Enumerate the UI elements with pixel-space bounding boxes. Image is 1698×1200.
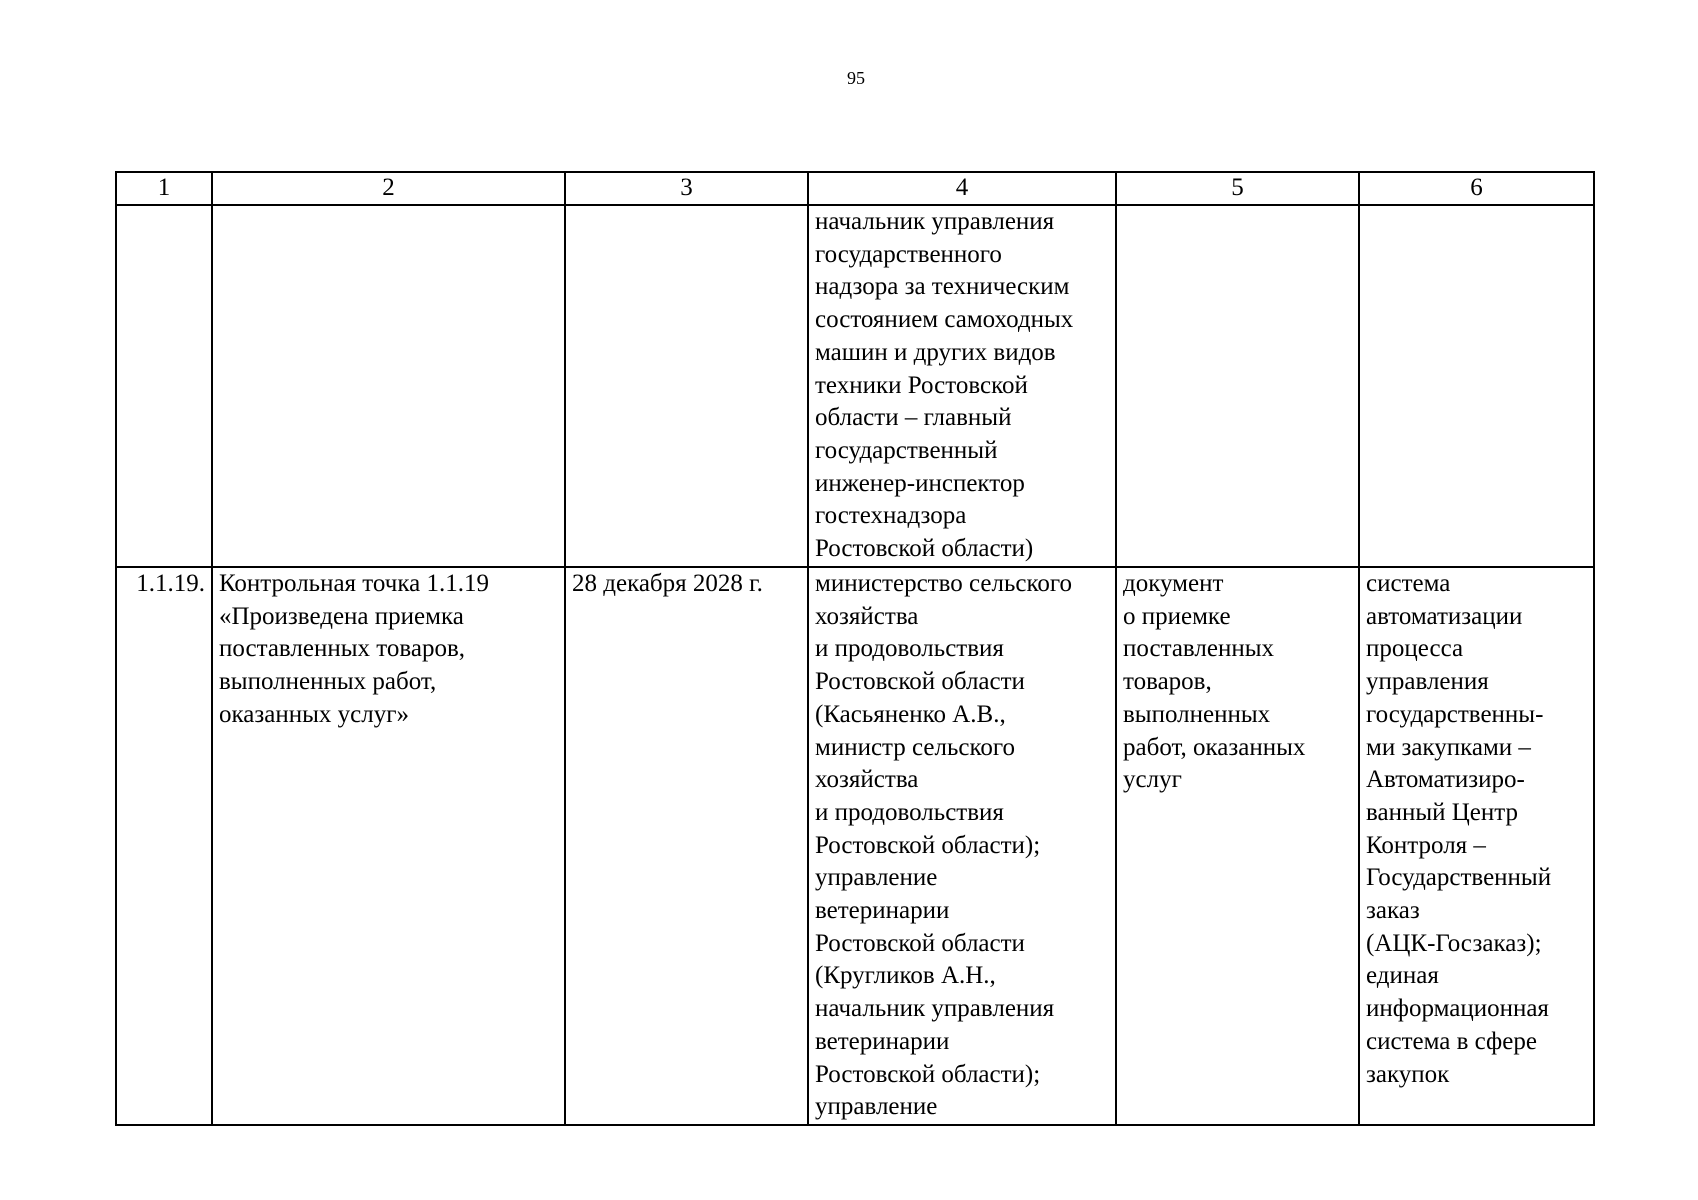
plan-table [115,171,1595,1126]
responsible-cell: министерство сельского хозяйства и продовольствия Ростовской области (Касьяненко А.В., министр сельского хозяйства и продовольствия Ростовской области); управление ветеринарии Ростовской области (Кругликов А.Н., начальник управления ветеринарии Ростовской области); управление [808,567,1116,1125]
row-number-cell [116,205,212,567]
document-cell: документ о приемке поставленных товаров, выполненных работ, оказанных услуг [1116,567,1359,1125]
row-number-cell: 1.1.19. [116,567,212,1125]
event-name-cell: Контрольная точка 1.1.19 «Произведена приемка поставленных товаров, выполненных работ, оказанных услуг» [212,567,565,1125]
system-cell [1359,205,1594,567]
date-cell: 28 декабря 2028 г. [565,567,808,1125]
header-cell-4: 4 [808,172,1116,205]
header-cell-1: 1 [116,172,212,205]
event-name-cell [212,205,565,567]
table-row [116,567,1594,1125]
table-row [116,205,1594,567]
header-cell-6: 6 [1359,172,1594,205]
header-cell-2: 2 [212,172,565,205]
page-number: 95 [847,68,865,88]
header-cell-3: 3 [565,172,808,205]
date-cell [565,205,808,567]
table-header-row [116,172,1594,205]
responsible-cell: начальник управления государственного надзора за техническим состоянием самоходных машин и других видов техники Ростовской области – главный государственный инженер-инспектор гостехнадзора Ростовской области) [808,205,1116,567]
header-cell-5: 5 [1116,172,1359,205]
document-cell [1116,205,1359,567]
system-cell: система автоматизации процесса управления государственны- ми закупками – Автоматизиро- ванный Центр Контроля – Государственный заказ (АЦК-Госзаказ); единая информационная система в сфере закупок [1359,567,1594,1125]
